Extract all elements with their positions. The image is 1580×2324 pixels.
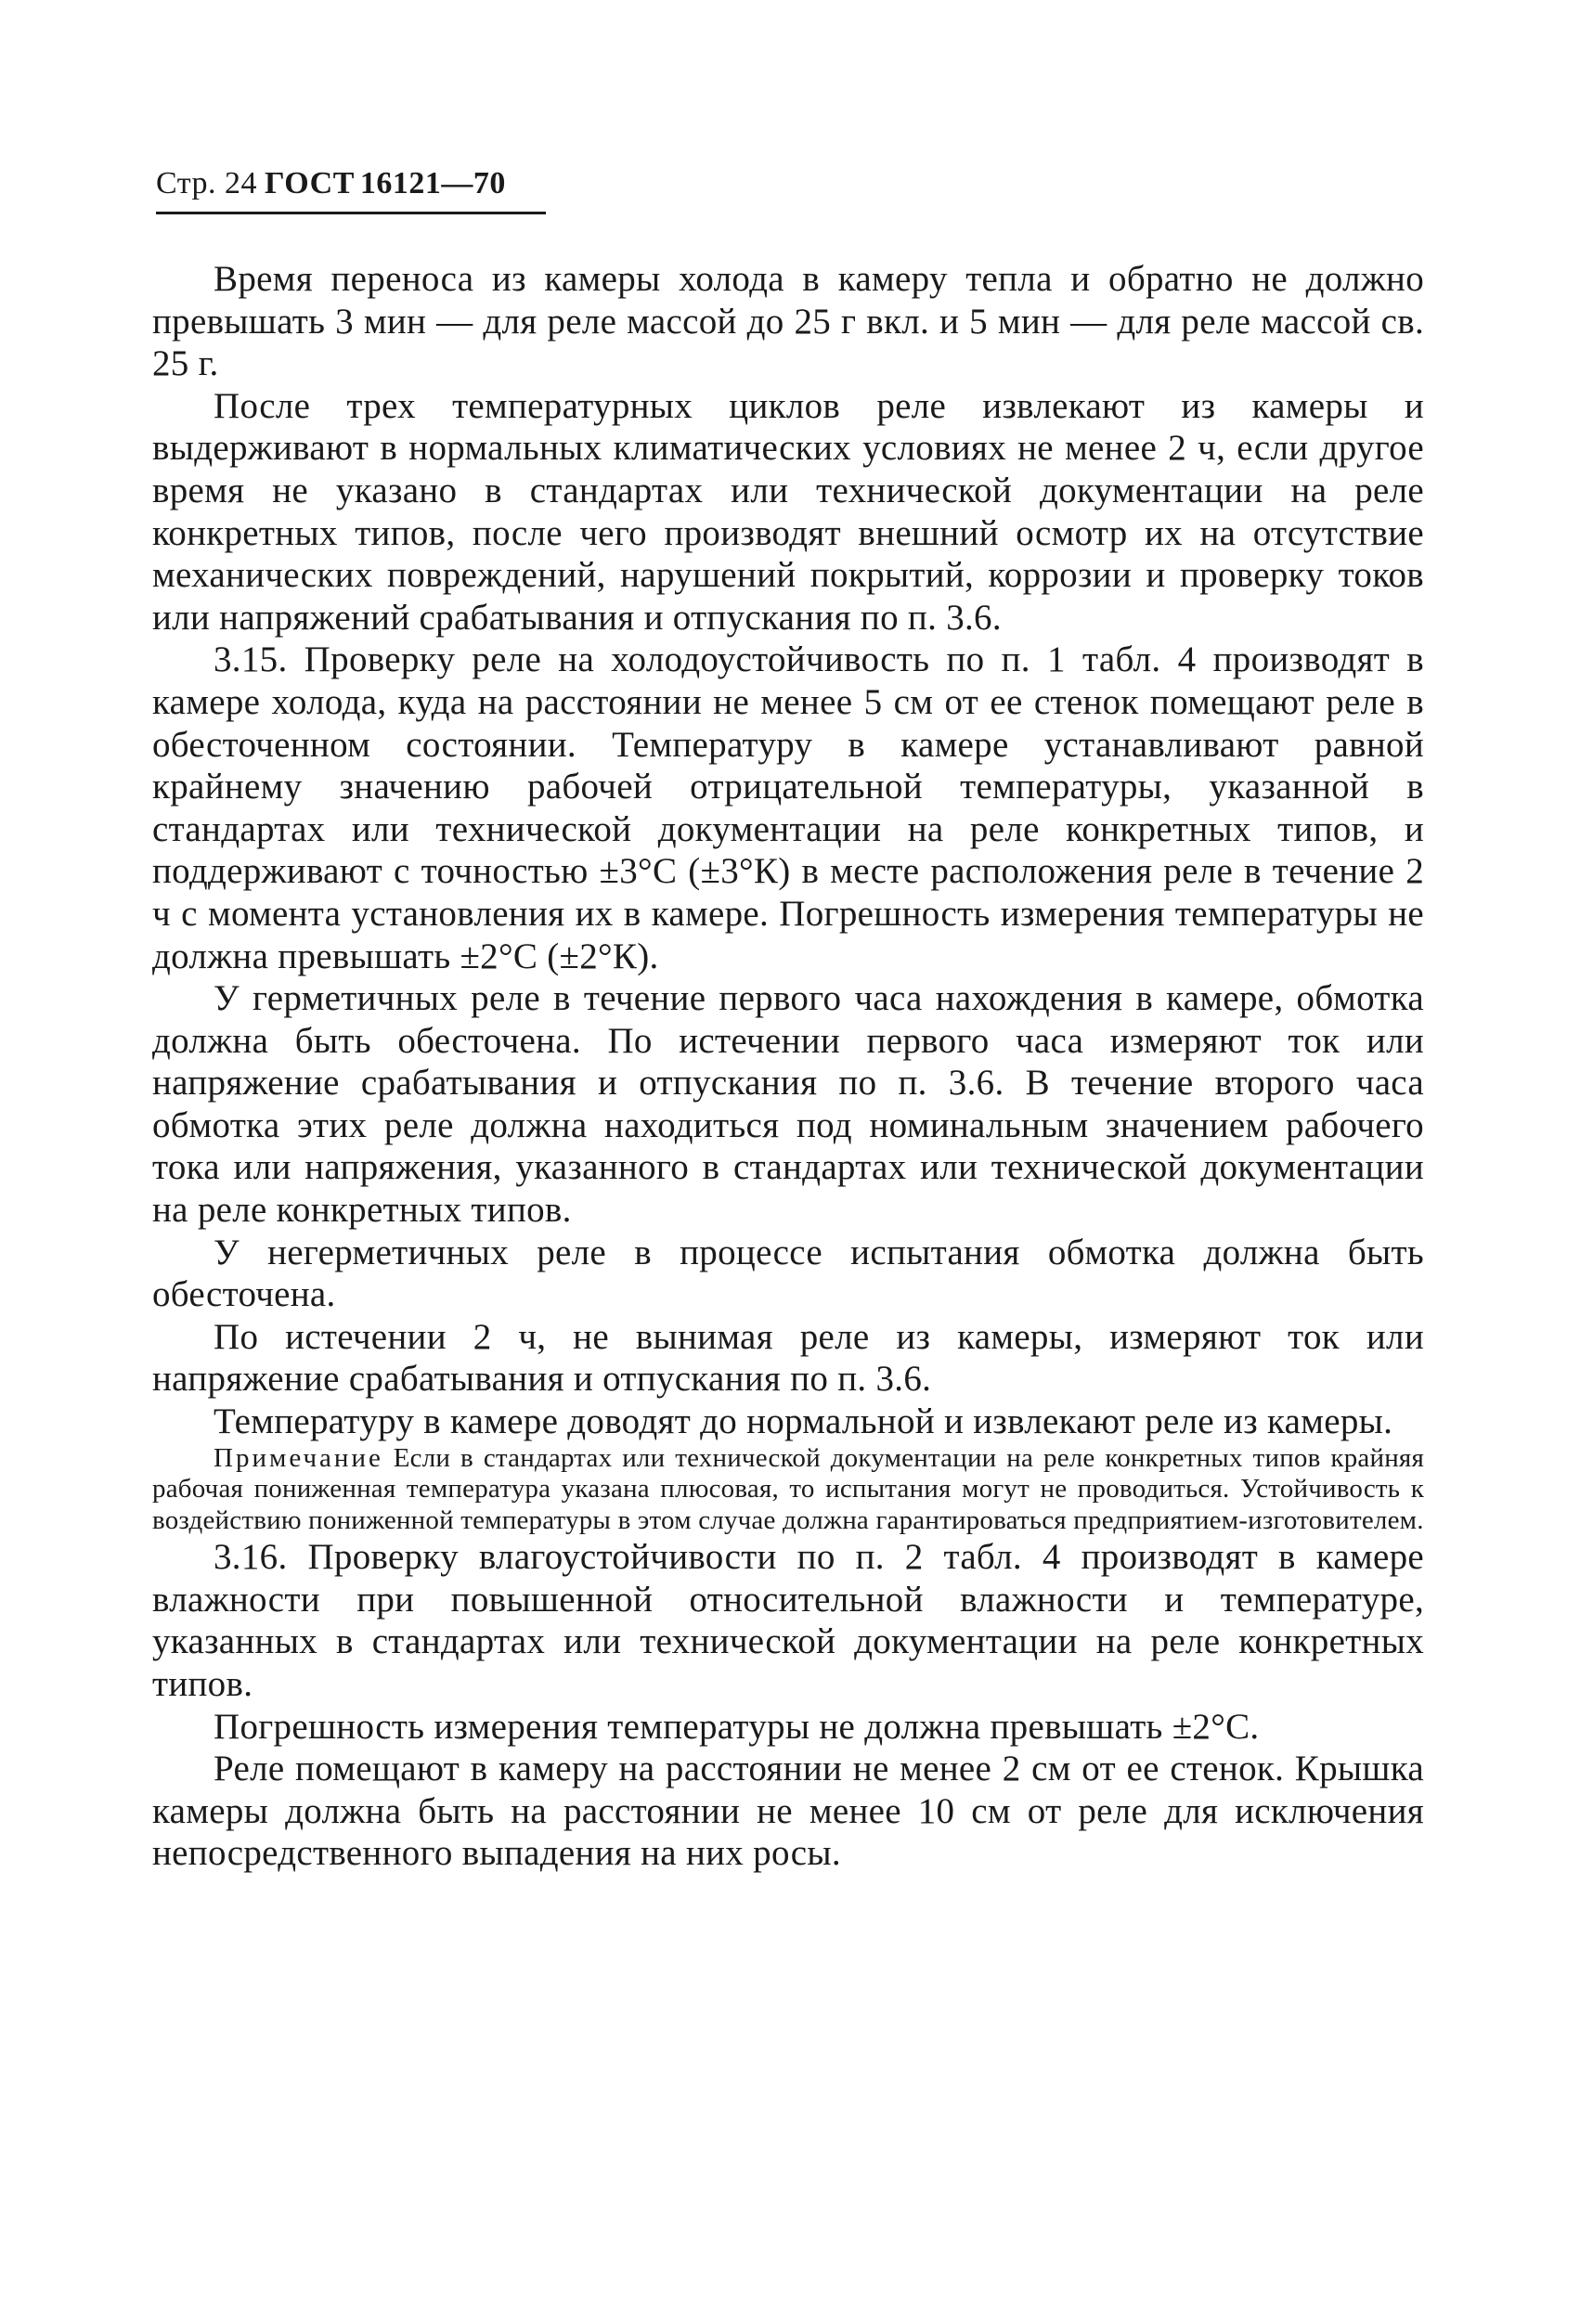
page-header [156,163,546,204]
paragraph-transfer-time: Время переноса из камеры холода в камеру тепла и обратно не должно превышать 3 мин — для реле массой до 25 г вкл. и 5 мин — для реле массой св. 25 г. [152,259,1424,384]
paragraph-3-16: 3.16. Проверку влагоустойчивости по п. 2 табл. 4 производят в камере влажности при повышенной относительной влажности и температуре, указанных в стандартах или технической документации на реле конкретных типов. [152,1537,1424,1704]
standard-label: ГОСТ [265,166,355,200]
page-number-label: Стр. 24 [156,166,258,200]
paragraph-non-hermetic-relays: У негерметичных реле в процессе испытания обмотка должна быть обесточена. [152,1232,1424,1315]
header-rule [156,212,546,214]
paragraph-measurement-error: Погрешность измерения температуры не должна превышать ±2°С. [214,1706,1260,1747]
note-block [152,1443,1424,1537]
paragraph-normal-temp: Температуру в камере доводят до нормальной и извлекают реле из камеры. [214,1401,1393,1442]
note-text: Если в стандартах или технической документации на реле конкретных типов крайняя рабочая пониженная температура указана плюсовая, то испытания могут не проводиться. Устойчивость к воздействию пониженной температуры в этом случае должна гарантироваться предприятием-изготовителем. [152,1442,1424,1535]
paragraph-relay-placement: Реле помещают в камеру на расстоянии не менее 2 см от ее стенок. Крышка камеры должна быть на расстоянии не менее 10 см от реле для исключения непосредственного выпадения на них росы. [152,1749,1424,1874]
document-body [152,258,1424,1875]
paragraph-3-15: 3.15. Проверку реле на холодоустойчивость по п. 1 табл. 4 производят в камере холода, куда на расстоянии не менее 5 см от ее стенок помещают реле в обесточенном состоянии. Температуру в камере устанавливают равной крайнему значению рабочей отрицательной температуры, указанной в стандартах или технической документации на реле конкретных типов, и поддерживают с точностью ±3°С (±3°К) в месте расположения реле в течение 2 ч с момента установления их в камере. Погрешность измерения температуры не должна превышать ±2°С (±2°К). [152,639,1424,976]
paragraph-after-cycles: После трех температурных циклов реле извлекают из камеры и выдерживают в нормальных климатических условиях не менее 2 ч, если другое время не указано в стандартах или технической документации на реле конкретных типов, после чего производят внешний осмотр их на отсутствие механических повреждений, нарушений покрытий, коррозии и проверку токов или напряжений срабатывания и отпускания по п. 3.6. [152,385,1424,638]
note-label: Примечание [214,1442,383,1473]
paragraph-hermetic-relays: У герметичных реле в течение первого часа нахождения в камере, обмотка должна быть обесточена. По истечении первого часа измеряют ток или напряжение срабатывания и отпускания по п. 3.6. В течение второго часа обмотка этих реле должна находиться под номинальным значением рабочего тока или напряжения, указанного в стандартах или технической документации на реле конкретных типов. [152,978,1424,1231]
paragraph-after-2h: По истечении 2 ч, не вынимая реле из камеры, измеряют ток или напряжение срабатывания и отпускания по п. 3.6. [152,1316,1424,1400]
standard-number: 16121—70 [359,166,506,200]
